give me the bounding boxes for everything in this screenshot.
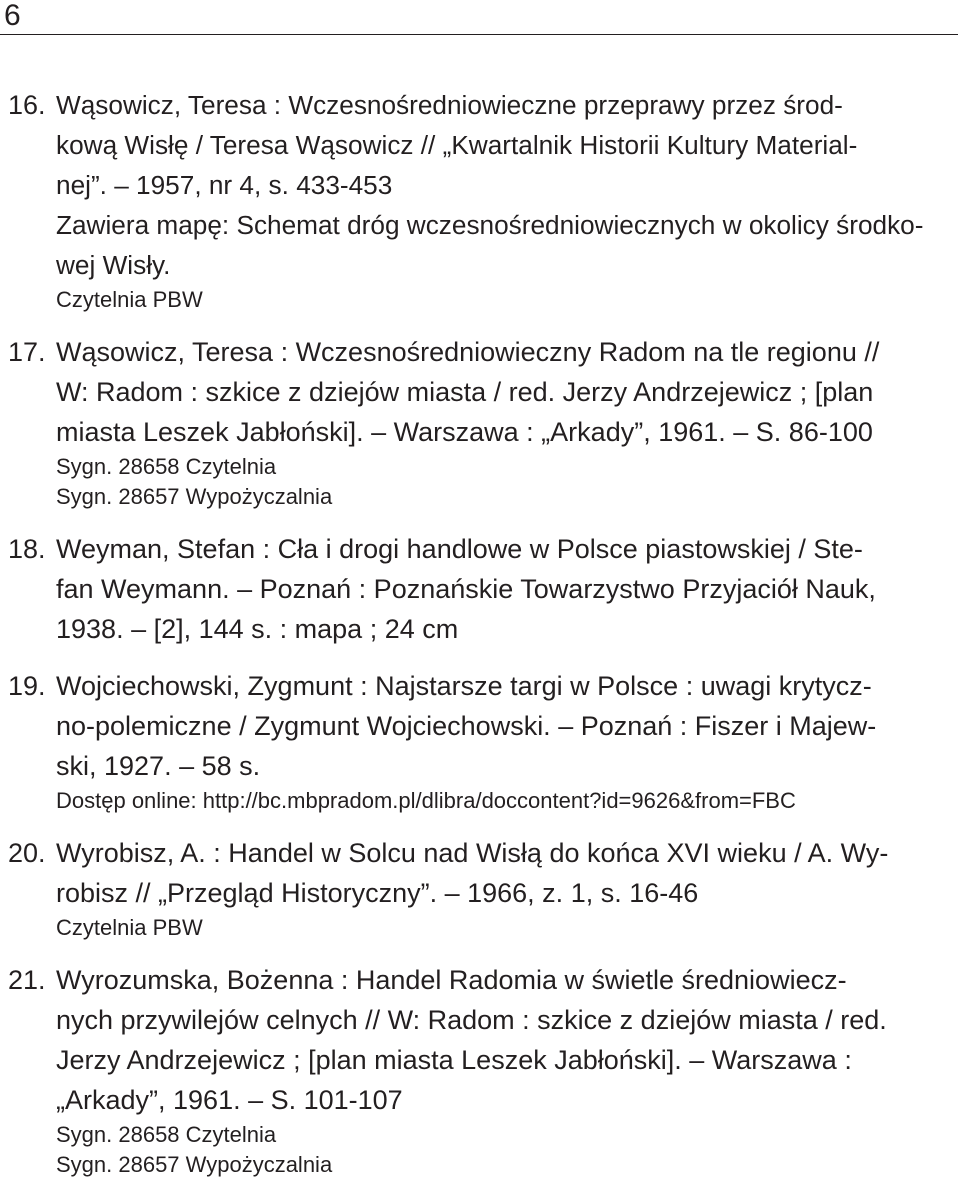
entry-line: robisz // „Przegląd Historyczny”. – 1966, z. 1, s. 16-46 (56, 878, 699, 908)
bibliography-list (0, 85, 958, 1197)
entry-line: Zawiera mapę: Schemat dróg wczesnośredniowiecznych w okolicy środko- (56, 210, 924, 240)
bibliography-entry (0, 666, 958, 816)
entry-line: Wąsowicz, Teresa : Wczesnośredniowieczny Radom na tle regionu // (56, 337, 880, 367)
entry-line: Jerzy Andrzejewicz ; [plan miasta Leszek Jabłoński]. – Warszawa : (56, 1045, 852, 1075)
entry-line: wej Wisły. (56, 250, 171, 280)
entry-line: kową Wisłę / Teresa Wąsowicz // „Kwartalnik Historii Kultury Material- (56, 130, 858, 160)
call-number-note: Sygn. 28658 Czytelnia (56, 1122, 277, 1147)
entry-line: nej”. – 1957, nr 4, s. 433-453 (56, 170, 393, 200)
bibliography-entry (0, 833, 958, 943)
entry-text (56, 833, 958, 913)
entry-text (56, 529, 958, 649)
call-number-note: Sygn. 28658 Czytelnia (56, 454, 277, 479)
location-note: Czytelnia PBW (56, 287, 203, 312)
entry-line: Wyrozumska, Bożenna : Handel Radomia w świetle średniowiecz- (56, 965, 847, 995)
entry-text (56, 332, 958, 452)
entry-line: W: Radom : szkice z dziejów miasta / red. Jerzy Andrzejewicz ; [plan (56, 377, 874, 407)
entry-number: 20. (8, 838, 46, 868)
bibliography-entry (0, 332, 958, 512)
entry-line: Weyman, Stefan : Cła i drogi handlowe w Polsce piastowskiej / Ste- (56, 534, 863, 564)
entry-text (56, 960, 958, 1120)
entry-line: miasta Leszek Jabłoński]. – Warszawa : „Arkady”, 1961. – S. 86-100 (56, 417, 873, 447)
location-note: Czytelnia PBW (56, 915, 203, 940)
entry-line: no-polemiczne / Zygmunt Wojciechowski. – Poznań : Fiszer i Majew- (56, 711, 877, 741)
entry-line: „Arkady”, 1961. – S. 101-107 (56, 1085, 403, 1115)
bibliography-entry (0, 960, 958, 1180)
entry-text (56, 666, 958, 786)
entry-line: 1938. – [2], 144 s. : mapa ; 24 cm (56, 614, 459, 644)
entry-number: 17. (8, 337, 46, 367)
entry-number: 21. (8, 965, 46, 995)
entry-line: ski, 1927. – 58 s. (56, 751, 261, 781)
entry-line: fan Weymann. – Poznań : Poznańskie Towarzystwo Przyjaciół Nauk, (56, 574, 876, 604)
entry-line: nych przywilejów celnych // W: Radom : szkice z dziejów miasta / red. (56, 1005, 887, 1035)
entry-number: 16. (8, 90, 46, 120)
entry-line: Wąsowicz, Teresa : Wczesnośredniowieczne przeprawy przez środ- (56, 90, 843, 120)
entry-line: Wojciechowski, Zygmunt : Najstarsze targi w Polsce : uwagi krytycz- (56, 671, 872, 701)
page-number: 6 (4, 0, 21, 32)
entry-number: 18. (8, 534, 46, 564)
bibliography-entry (0, 85, 958, 315)
entry-line: Wyrobisz, A. : Handel w Solcu nad Wisłą do końca XVI wieku / A. Wy- (56, 838, 889, 868)
entry-number: 19. (8, 671, 46, 701)
bibliography-entry (0, 529, 958, 649)
header-rule (0, 34, 958, 35)
call-number-note: Sygn. 28657 Wypożyczalnia (56, 484, 333, 509)
online-access-link[interactable]: Dostęp online: http://bc.mbpradom.pl/dlibra/doccontent?id=9626&from=FBC (56, 788, 796, 813)
call-number-note: Sygn. 28657 Wypożyczalnia (56, 1152, 333, 1177)
entry-text (56, 85, 958, 285)
